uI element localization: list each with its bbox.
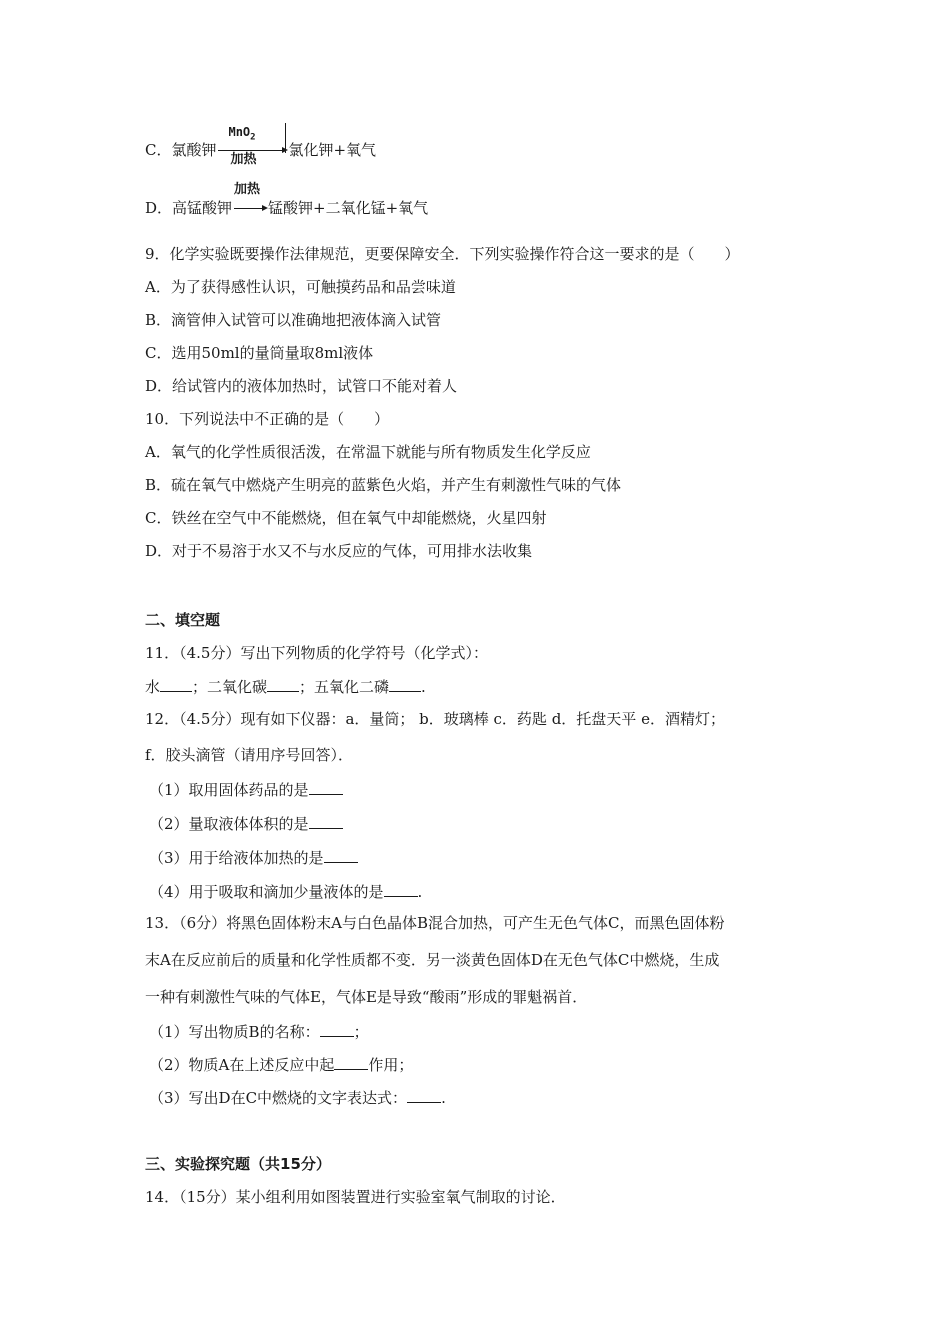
q11-stem: 11．（4.5分）写出下列物质的化学符号（化学式）： [145, 644, 488, 662]
q9-option-b: B．滴管伸入试管可以准确地把液体滴入试管 [145, 311, 442, 329]
q14-stem: 14．（15分）某小组利用如图装置进行实验室氧气制取的讨论． [145, 1188, 566, 1206]
q9-stem: 9．化学实验既要操作法律规范，更要保障安全．下列实验操作符合这一要求的是（ ） [145, 245, 740, 263]
q11-blanks: 水 ；二氧化碳 ；五氧化二磷 . [145, 678, 426, 696]
q9-option-d: D．给试管内的液体加热时，试管口不能对着人 [145, 377, 458, 395]
q12-sub-2: （2）量取液体体积的是 [149, 813, 343, 834]
answer-blank[interactable] [320, 1021, 354, 1037]
q13-line-1: 13．（6分）将黑色固体粉末A与白色晶体B混合加热，可产生无色气体C，而黑色固体粉 [145, 914, 725, 932]
arrow-head-icon [262, 205, 268, 211]
section-heading-fill-blank: 二、填空题 [145, 611, 221, 629]
answer-blank[interactable] [267, 676, 299, 692]
q10-option-d: D．对于不易溶于水又不与水反应的气体，可用排水法收集 [145, 542, 533, 560]
q8-option-d: D．高锰酸钾 加热 锰酸钾+二氧化锰+氧气 [145, 182, 429, 217]
catalyst-label: MnO$_2$ [228, 125, 256, 143]
section-heading-experiment: 三、实验探究题（共15分） [145, 1155, 331, 1173]
answer-blank[interactable] [407, 1087, 441, 1103]
q13-sub-3: （3）写出D在C中燃烧的文字表达式： . [149, 1089, 446, 1107]
q13-line-3: 一种有刺激性气味的气体E，气体E是导致“酸雨”形成的罪魁祸首． [145, 988, 588, 1006]
q9-option-a: A．为了获得感性认识，可触摸药品和品尝味道 [145, 278, 456, 296]
q10-option-c: C．铁丝在空气中不能燃烧，但在氧气中却能燃烧，火星四射 [145, 509, 547, 527]
q9-option-c: C．选用50ml的量筒量取8ml液体 [145, 344, 374, 362]
q12-stem-cont: f．胶头滴管（请用序号回答）． [145, 746, 354, 764]
q12-sub-3: （3）用于给液体加热的是 [149, 847, 358, 868]
reaction-arrow [232, 182, 268, 219]
q12-sub-1: （1）取用固体药品的是 [149, 779, 343, 800]
q13-sub-1: （1）写出物质B的名称： ； [149, 1023, 369, 1041]
answer-blank[interactable] [324, 847, 358, 863]
condition-label: 加热 [234, 182, 261, 197]
condition-label: 加热 [230, 152, 257, 167]
q8-option-c: C．氯酸钾 MnO$_2$ 加热 氯化钾+氧气 [145, 140, 376, 161]
answer-blank[interactable] [334, 1054, 368, 1070]
reaction-arrow [216, 125, 288, 167]
q10-stem: 10．下列说法中不正确的是（ ） [145, 410, 390, 428]
q10-option-b: B．硫在氧气中燃烧产生明亮的蓝紫色火焰，并产生有刺激性气味的气体 [145, 476, 622, 494]
answer-blank[interactable] [309, 813, 343, 829]
q13-line-2: 末A在反应前后的质量和化学性质都不变．另一淡黄色固体D在无色气体C中燃烧，生成 [145, 951, 720, 969]
q13-sub-2: （2）物质A在上述反应中起 作用； [149, 1056, 414, 1074]
q12-sub-4: （4）用于吸取和滴加少量液体的是 . [149, 883, 423, 901]
answer-blank[interactable] [160, 676, 192, 692]
answer-blank[interactable] [384, 881, 418, 897]
q12-stem: 12．（4.5分）现有如下仪器：a．量筒； b．玻璃棒 c．药匙 d．托盘天平 e．酒精灯； [145, 710, 725, 728]
answer-blank[interactable] [389, 676, 421, 692]
q10-option-a: A．氧气的化学性质很活泼，在常温下就能与所有物质发生化学反应 [145, 443, 591, 461]
answer-blank[interactable] [309, 779, 343, 795]
